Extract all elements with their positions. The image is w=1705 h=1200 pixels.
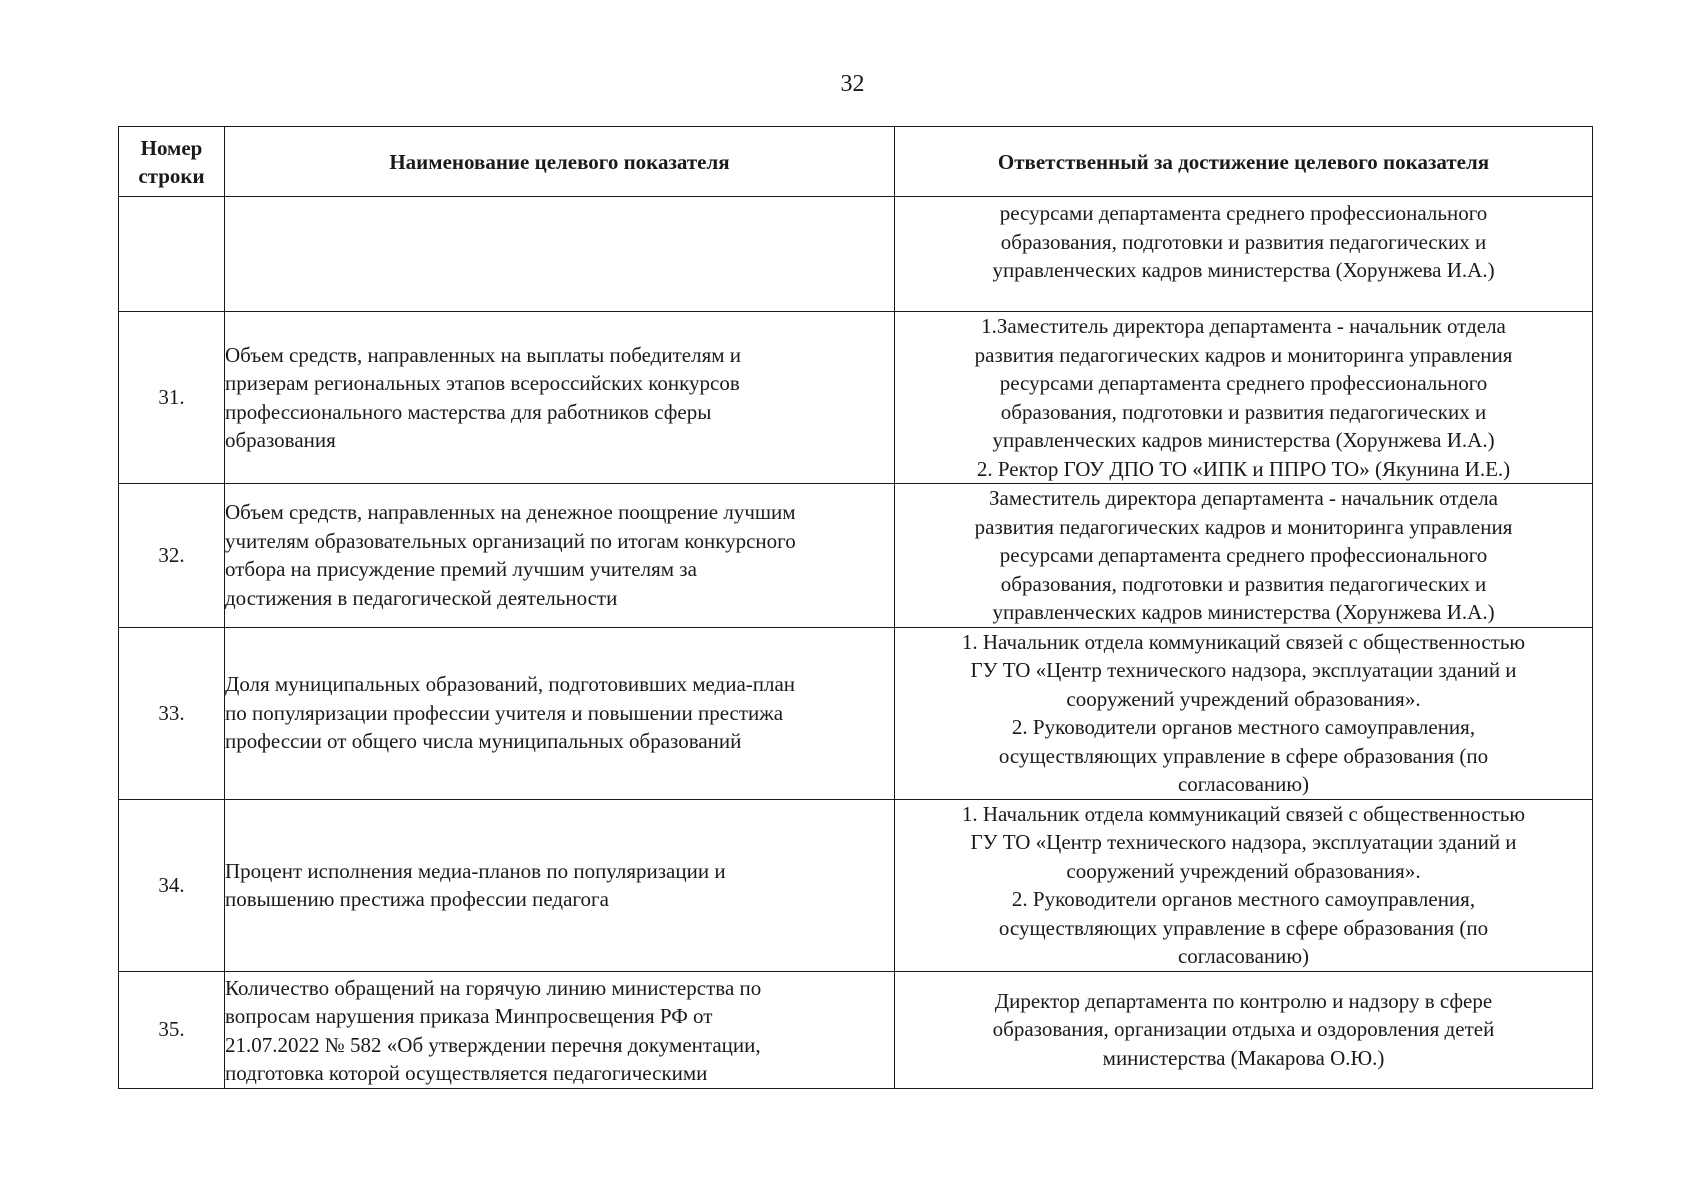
responsible-line: ГУ ТО «Центр технического надзора, эксплуатации зданий и xyxy=(970,658,1517,682)
responsible-line: 2. Ректор ГОУ ДПО ТО «ИПК и ППРО ТО» (Якунина И.Е.) xyxy=(976,456,1511,481)
responsible-line: согласованию) xyxy=(1177,944,1310,968)
responsible-line: 1. Начальник отдела коммуникаций связей с общественностью xyxy=(961,801,1526,826)
responsible-cell xyxy=(895,312,1593,484)
responsible-line: образования, подготовки и развития педагогических и xyxy=(1000,229,1487,254)
row-number: 35. xyxy=(119,971,225,1088)
name-line: достижения в педагогической деятельности xyxy=(225,585,618,610)
responsible-line: осуществляющих управление в сфере образования (по xyxy=(998,915,1489,940)
responsible-line: развития педагогических кадров и мониторинга управления xyxy=(974,514,1513,539)
name-line: профессионального мастерства для работников сферы xyxy=(225,399,712,424)
responsible-line: сооружений учреждений образования». xyxy=(1066,686,1421,711)
responsible-line: управленческих кадров министерства (Хорунжева И.А.) xyxy=(992,600,1495,624)
header-name: Наименование целевого показателя xyxy=(225,127,895,197)
row-number: 34. xyxy=(119,799,225,971)
responsible-line: развития педагогических кадров и мониторинга управления xyxy=(974,342,1513,367)
name-line: Объем средств, направленных на денежное поощрение лучшим xyxy=(225,500,796,525)
table-row xyxy=(119,799,1593,971)
responsible-cell xyxy=(895,627,1593,799)
responsible-line: осуществляющих управление в сфере образования (по xyxy=(998,743,1489,768)
table-row xyxy=(119,484,1593,628)
responsible-cell xyxy=(895,197,1593,312)
name-line: Процент исполнения медиа-планов по популяризации и xyxy=(225,858,726,883)
responsible-line: 1.Заместитель директора департамента - начальник отдела xyxy=(981,314,1506,338)
name-line: образования xyxy=(225,428,336,452)
responsible-line: образования, подготовки и развития педагогических и xyxy=(1000,571,1487,596)
indicator-name xyxy=(225,799,895,971)
indicators-table xyxy=(118,126,1593,1089)
responsible-line: ГУ ТО «Центр технического надзора, эксплуатации зданий и xyxy=(970,830,1517,854)
name-line: Количество обращений на горячую линию министерства по xyxy=(225,975,762,1000)
header-responsible: Ответственный за достижение целевого показателя xyxy=(895,127,1593,197)
name-line: Доля муниципальных образований, подготовивших медиа-план xyxy=(225,672,796,697)
responsible-line: управленческих кадров министерства (Хорунжева И.А.) xyxy=(992,428,1495,452)
name-line: повышению престижа профессии педагога xyxy=(225,887,609,911)
responsible-line: министерства (Макарова О.Ю.) xyxy=(1102,1045,1385,1070)
responsible-line: 2. Руководители органов местного самоуправления, xyxy=(1011,887,1476,911)
name-line: вопросам нарушения приказа Минпросвещения РФ от xyxy=(225,1004,713,1028)
row-number xyxy=(119,197,225,312)
name-line: подготовка которой осуществляется педагогическими xyxy=(225,1061,708,1085)
name-line: учителям образовательных организаций по итогам конкурсного xyxy=(225,528,796,553)
responsible-line: образования, подготовки и развития педагогических и xyxy=(1000,399,1487,424)
responsible-line: ресурсами департамента среднего профессионального xyxy=(999,371,1488,395)
name-line: по популяризации профессии учителя и повышении престижа xyxy=(225,700,784,725)
responsible-line: управленческих кадров министерства (Хорунжева И.А.) xyxy=(992,258,1495,282)
page-number: 32 xyxy=(840,71,865,97)
table-row xyxy=(119,971,1593,1088)
name-line: призерам региональных этапов всероссийских конкурсов xyxy=(225,371,740,395)
header-number-line: Номер xyxy=(140,135,203,160)
indicator-name xyxy=(225,971,895,1088)
responsible-line: ресурсами департамента среднего профессионального xyxy=(999,543,1488,567)
table-row xyxy=(119,627,1593,799)
header-number-line: строки xyxy=(138,163,205,188)
indicator-name xyxy=(225,484,895,628)
table-row xyxy=(119,312,1593,484)
responsible-line: согласованию) xyxy=(1177,772,1310,796)
table-row-continuation xyxy=(119,197,1593,312)
name-line: профессии от общего числа муниципальных образований xyxy=(225,729,742,754)
name-line: 21.07.2022 № 582 «Об утверждении перечня документации, xyxy=(225,1032,761,1057)
responsible-line: ресурсами департамента среднего профессионального xyxy=(999,201,1488,225)
responsible-cell xyxy=(895,971,1593,1088)
responsible-line: Директор департамента по контролю и надзору в сфере xyxy=(994,988,1493,1013)
responsible-line: сооружений учреждений образования». xyxy=(1066,858,1421,883)
table-header-row xyxy=(119,127,1593,197)
responsible-line: Заместитель директора департамента - начальник отдела xyxy=(989,486,1498,510)
responsible-cell xyxy=(895,484,1593,628)
responsible-line: образования, организации отдыха и оздоровления детей xyxy=(992,1017,1495,1042)
name-line: отбора на присуждение премий лучшим учителям за xyxy=(225,557,697,582)
responsible-line: 2. Руководители органов местного самоуправления, xyxy=(1011,715,1476,739)
header-number xyxy=(119,127,225,197)
indicator-name xyxy=(225,627,895,799)
row-number: 31. xyxy=(119,312,225,484)
indicator-name xyxy=(225,197,895,312)
name-line: Объем средств, направленных на выплаты победителям и xyxy=(225,342,742,367)
responsible-line: 1. Начальник отдела коммуникаций связей с общественностью xyxy=(961,629,1526,654)
indicator-name xyxy=(225,312,895,484)
row-number: 32. xyxy=(119,484,225,628)
responsible-cell xyxy=(895,799,1593,971)
row-number: 33. xyxy=(119,627,225,799)
